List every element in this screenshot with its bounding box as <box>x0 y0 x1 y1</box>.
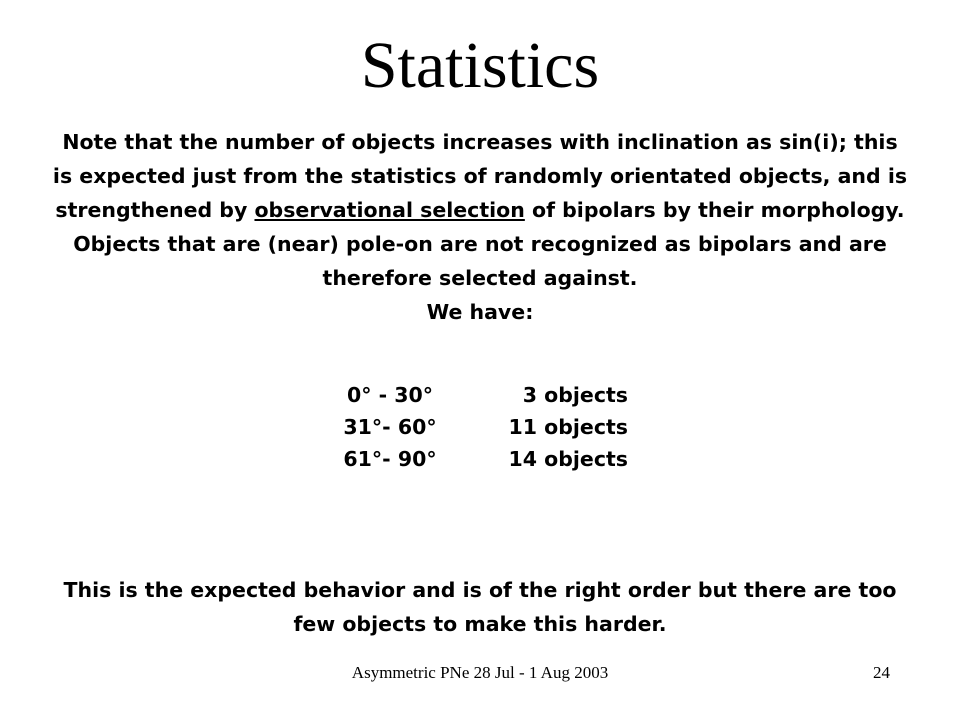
paragraph-line-4: Objects that are (near) pole-on are not recognized as bipolars and are <box>73 232 887 256</box>
conclusion-paragraph <box>0 573 960 641</box>
conclusion-line-1: This is the expected behavior and is of the right order but there are too <box>63 578 897 602</box>
paragraph-line-2: is expected just from the statistics of randomly orientated objects, and is <box>52 164 908 188</box>
paragraph-line-5: therefore selected against. <box>322 266 638 290</box>
inclination-table <box>310 379 640 475</box>
object-count: 3 objects <box>522 383 628 407</box>
object-count: 14 objects <box>508 447 628 471</box>
table-row <box>310 443 640 475</box>
body-paragraph <box>0 125 960 329</box>
table-row <box>310 379 640 411</box>
table-row <box>310 411 640 443</box>
slide-title: Statistics <box>360 29 600 102</box>
paragraph-line-3-post: of bipolars by their morphology. <box>524 198 905 222</box>
paragraph-line-1: Note that the number of objects increases with inclination as sin(i); this <box>62 130 898 154</box>
page-number: 24 <box>873 663 890 682</box>
paragraph-line-6: We have: <box>426 300 534 324</box>
observational-selection-text: observational selection <box>254 198 525 222</box>
inclination-range: 61°- 90° <box>343 447 437 471</box>
footer-text: Asymmetric PNe 28 Jul - 1 Aug 2003 <box>351 663 609 682</box>
conclusion-line-2: few objects to make this harder. <box>293 612 667 636</box>
inclination-range: 31°- 60° <box>343 415 437 439</box>
object-count: 11 objects <box>508 415 628 439</box>
inclination-range: 0° - 30° <box>346 383 434 407</box>
paragraph-line-3-pre: strengthened by <box>55 198 255 222</box>
paragraph-line-3 <box>0 193 960 227</box>
